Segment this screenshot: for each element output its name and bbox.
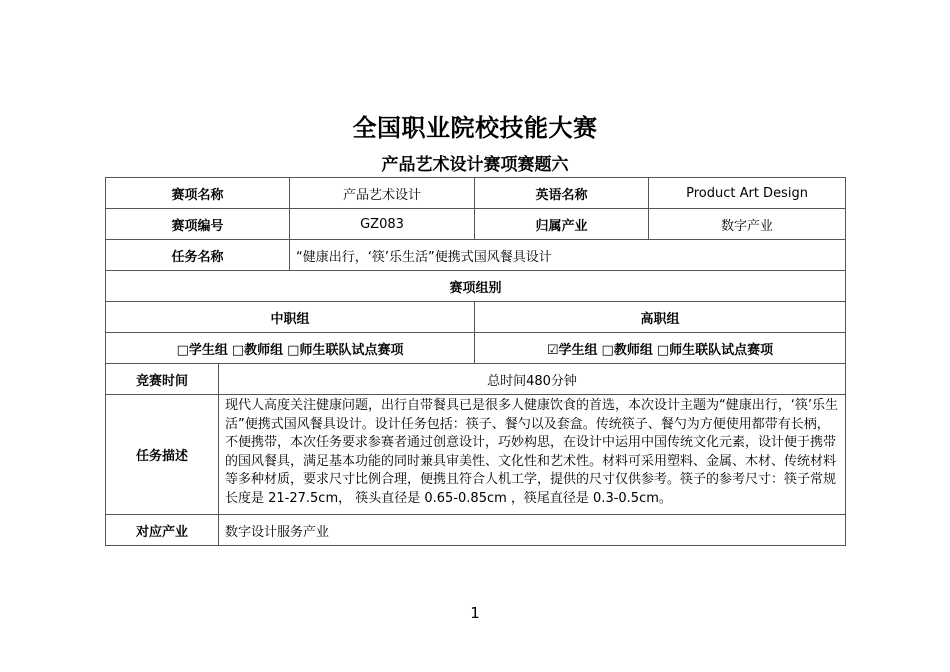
secondary-option-student[interactable]: □学生组 [176,342,228,358]
value-english-name: Product Art Design [649,178,846,209]
table-row [106,240,846,271]
value-event-code: GZ083 [290,209,475,240]
table-row [106,395,846,515]
label-related-industry: 对应产业 [106,515,219,546]
table-row [106,515,846,546]
label-industry: 归属产业 [475,209,649,240]
label-event-code: 赛项编号 [106,209,290,240]
higher-option-team[interactable]: □师生联队试点赛项 [656,342,774,358]
value-related-industry: 数字设计服务产业 [219,515,846,546]
table-row [106,178,846,209]
label-task-name: 任务名称 [106,240,290,271]
label-time: 竞赛时间 [106,364,219,395]
value-event-name: 产品艺术设计 [290,178,475,209]
label-event-name: 赛项名称 [106,178,290,209]
secondary-option-team[interactable]: □师生联队试点赛项 [287,342,404,358]
table-row [106,302,846,333]
table-row [106,333,846,364]
higher-options [475,333,846,364]
label-secondary-group: 中职组 [106,302,475,333]
secondary-option-teacher[interactable]: □教师组 [231,342,284,358]
label-groups: 赛项组别 [106,271,846,302]
value-industry: 数字产业 [649,209,846,240]
higher-option-teacher[interactable]: □教师组 [601,342,653,358]
table-row [106,364,846,395]
label-english-name: 英语名称 [475,178,649,209]
label-task-desc: 任务描述 [106,395,219,515]
higher-option-student[interactable]: ☑学生组 [546,342,598,358]
value-task-name: “健康出行，‘筷’乐生活”便携式国风餐具设计 [290,240,846,271]
value-task-desc: 现代人高度关注健康问题，出行自带餐具已是很多人健康饮食的首选，本次设计主题为“健康出行，‘筷’乐生活”便携式国风餐具设计。设计任务包括：筷子、餐勺以及套盒。传统筷子、餐勺为方便使用都带有长柄，不便携带，本次任务要求参赛者通过创意设计，巧妙构思，在设计中运用中国传统文化元素，设计便于携带的国风餐具，满足基本功能的同时兼具审美性、文化性和艺术性。材料可采用塑料、金属、木材、传统材料等多种材质，要求尺寸比例合理，便携且符合人机工学，提供的尺寸仅供参考。筷子的参考尺寸：筷子常规长度是 21-27.5cm， 筷头直径是 0.65-0.85cm ，筷尾直径是 0.3-0.5cm。 [219,395,846,515]
page-number: 1 [470,604,480,622]
document-subtitle: 产品艺术设计赛项赛题六 [381,155,569,175]
secondary-options [106,333,475,364]
label-higher-group: 高职组 [475,302,846,333]
info-table [105,177,846,546]
document-title: 全国职业院校技能大赛 [352,114,598,142]
table-row [106,209,846,240]
table-row [106,271,846,302]
value-time: 总时间480分钟 [219,364,846,395]
